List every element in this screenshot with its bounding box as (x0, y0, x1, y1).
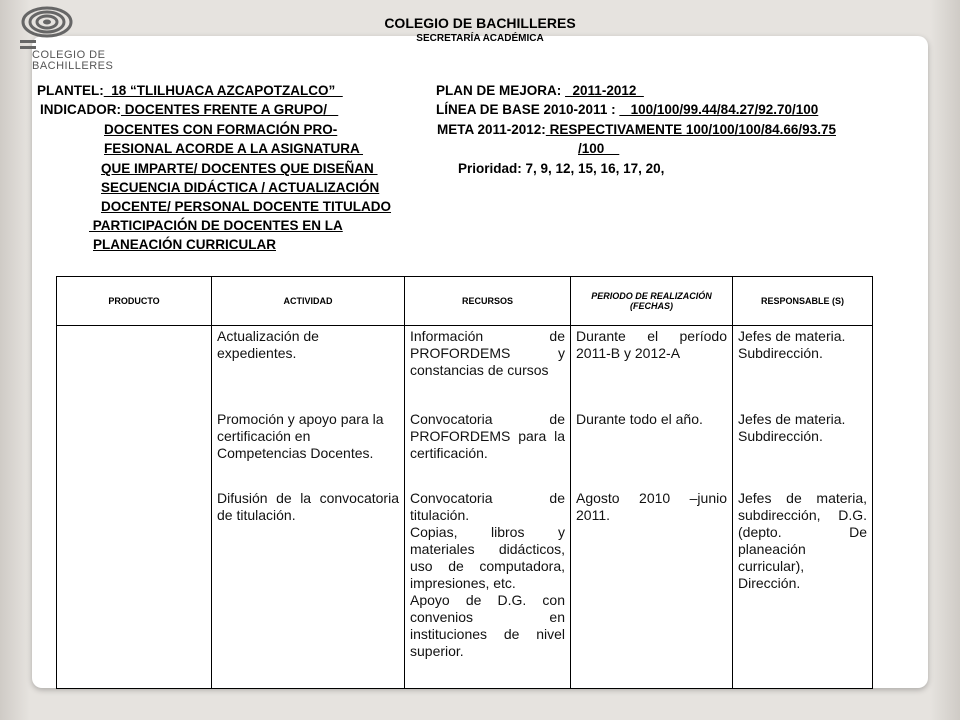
cell-periodo (571, 326, 733, 689)
linea-base-value: 100/100/99.44/84.27/92.70/100 (619, 102, 819, 117)
indicador-line-4: QUE IMPARTE/ DOCENTES QUE DISEÑAN (101, 161, 378, 176)
department-subtitle: SECRETARÍA ACADÉMICA (416, 33, 544, 44)
actividad-3-text: Difusión de la convocatoria de titulación. (217, 490, 399, 523)
cell-responsable (733, 326, 873, 689)
school-title: COLEGIO DE BACHILLERES (384, 15, 576, 31)
responsable-3: Jefes de materia, subdirección, D.G. (depto. De planeación curricular), Dirección. (738, 490, 867, 591)
periodo-1: Durante el período 2011-B y 2012-A (576, 328, 727, 361)
plan-value: 2011-2012 (565, 83, 644, 98)
recursos-4: Copias, libros y materiales didácticos, uso de computadora, impresiones, etc. (410, 524, 565, 591)
cell-actividad (212, 326, 405, 689)
logo-text (32, 50, 113, 72)
recursos-2: Convocatoria de PROFORDEMS para la certificación. (410, 411, 565, 461)
indicador-line-1: DOCENTES FRENTE A GRUPO/ (121, 102, 339, 117)
header-producto: PRODUCTO (57, 277, 212, 326)
actividad-1: Actualización de expedientes. (217, 328, 319, 361)
linea-base-label: LÍNEA DE BASE 2010-2011 : (436, 102, 616, 117)
periodo-2: Durante todo el año. (576, 411, 703, 427)
plantel-line (37, 83, 343, 99)
plantel-value: 18 “TLILHUACA AZCAPOTZALCO” (103, 83, 343, 98)
cell-producto (57, 326, 212, 689)
indicador-line-8: PLANEACIÓN CURRICULAR (93, 237, 276, 252)
logo-text-line1: COLEGIO DE (32, 49, 106, 61)
recursos-5: Apoyo de D.G. con convenios en instituciones de nivel superior. (410, 592, 565, 659)
responsable-1: Jefes de materia. Subdirección. (738, 328, 846, 361)
indicador-label: INDICADOR: (40, 102, 121, 117)
linea-base-line (436, 102, 818, 118)
plan-line (436, 83, 644, 99)
plan-table (56, 276, 873, 689)
recursos-3: Convocatoria de titulación. (410, 490, 565, 523)
logo-text-line2: BACHILLERES (32, 60, 114, 72)
indicador-line-3: FESIONAL ACORDE A LA ASIGNATURA (104, 141, 363, 156)
meta-value: RESPECTIVAMENTE 100/100/100/84.66/93.75 (545, 122, 836, 137)
table-header-row (57, 277, 873, 326)
indicador-line-6: DOCENTE/ PERSONAL DOCENTE TITULADO (101, 199, 392, 214)
meta-line (437, 122, 836, 138)
actividad-2: Promoción y apoyo para la certificación en Competencias Docentes. (217, 411, 384, 461)
meta-value-cont: /100 (578, 141, 620, 156)
plantel-label: PLANTEL: (37, 83, 104, 98)
actividad-3 (217, 490, 399, 524)
indicador-line (40, 102, 338, 118)
prioridad: Prioridad: 7, 9, 12, 15, 16, 17, 20, (458, 161, 665, 176)
responsable-2: Jefes de materia. Subdirección. (738, 411, 846, 444)
periodo-3: Agosto 2010 –junio 2011. (576, 490, 727, 523)
table-row (57, 326, 873, 689)
header-periodo: PERIODO DE REALIZACIÓN (FECHAS) (571, 277, 733, 326)
indicador-line-7: PARTICIPACIÓN DE DOCENTES EN LA (89, 218, 343, 233)
plan-label: PLAN DE MEJORA: (436, 83, 562, 98)
meta-label: META 2011-2012: (437, 122, 546, 137)
header-recursos: RECURSOS (405, 277, 571, 326)
indicador-line-2: DOCENTES CON FORMACIÓN PRO- (104, 122, 338, 137)
header-responsable: RESPONSABLE (S) (733, 277, 873, 326)
cell-recursos (405, 326, 571, 689)
header-actividad: ACTIVIDAD (212, 277, 405, 326)
indicador-line-5: SECUENCIA DIDÁCTICA / ACTUALIZACIÓN (101, 180, 380, 195)
recursos-1: Información de PROFORDEMS y constancias de cursos (410, 328, 565, 378)
